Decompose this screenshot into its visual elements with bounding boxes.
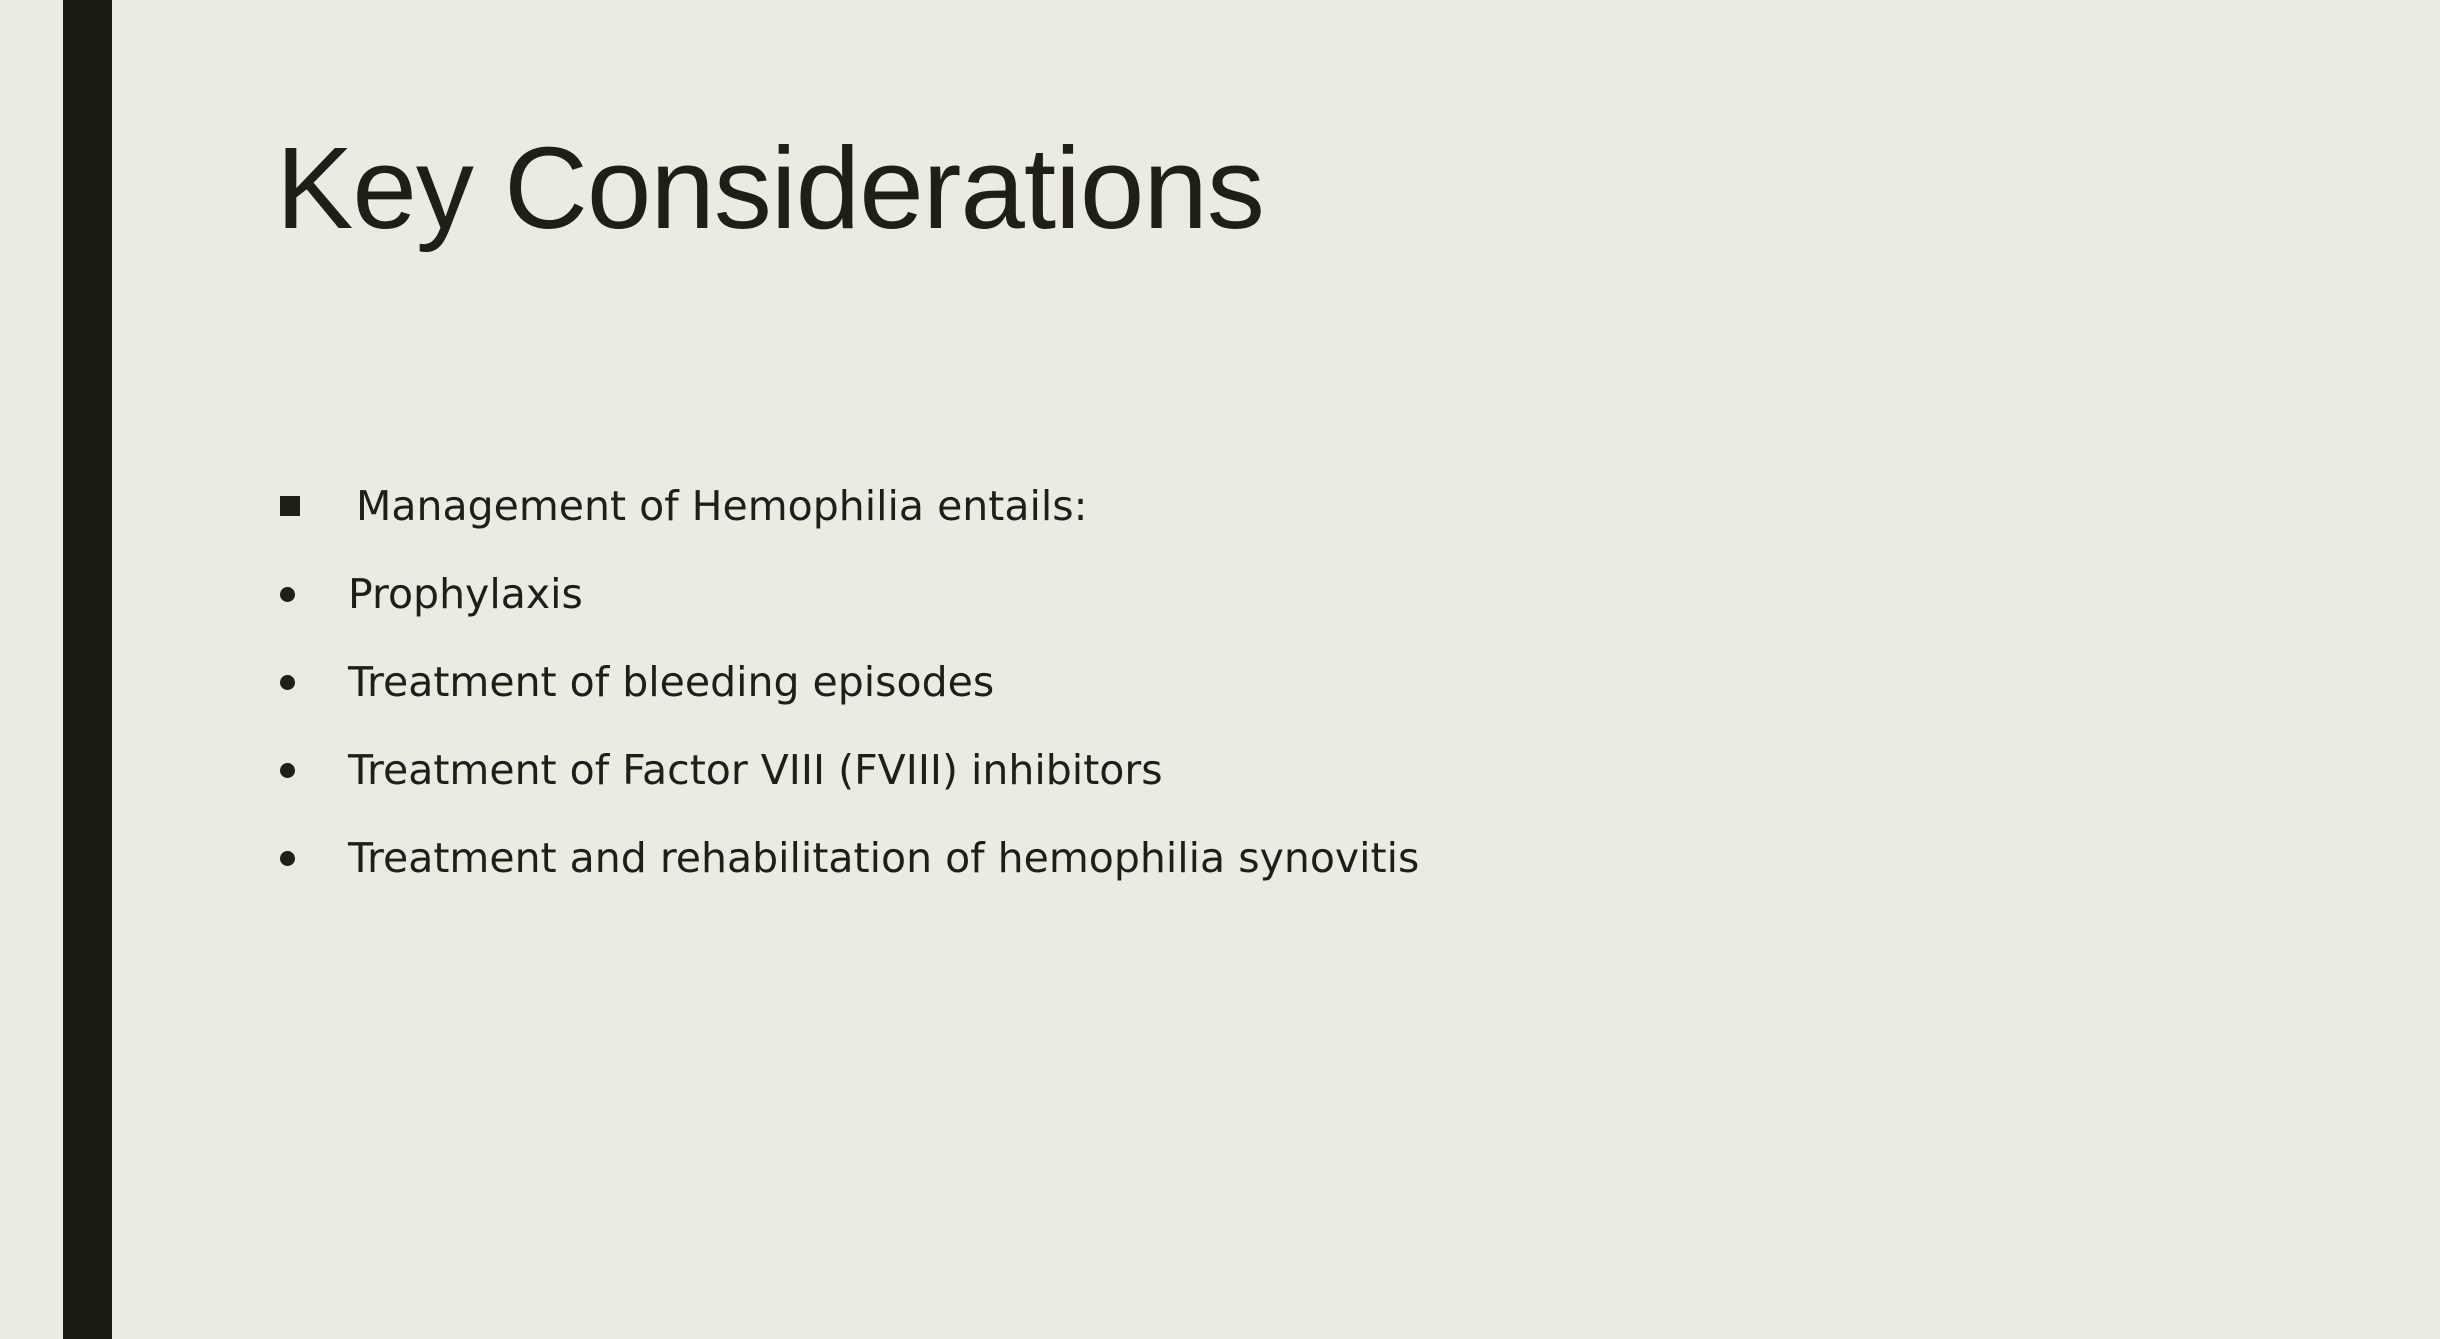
list-item-text: Prophylaxis — [348, 570, 583, 618]
lead-bullet-text: Management of Hemophilia entails: — [356, 482, 1088, 530]
round-bullet-icon — [280, 763, 295, 778]
list-item-text: Treatment of bleeding episodes — [348, 658, 995, 706]
accent-bar — [63, 0, 112, 1339]
lead-bullet — [276, 462, 2276, 550]
round-bullet-icon — [280, 587, 295, 602]
round-bullet-icon — [280, 851, 295, 866]
list-item — [276, 550, 2276, 638]
list-item-text: Treatment and rehabilitation of hemophilia synovitis — [348, 834, 1420, 882]
list-item-text: Treatment of Factor VIII (FVIII) inhibitors — [348, 746, 1163, 794]
list-item — [276, 638, 2276, 726]
list-item — [276, 814, 2276, 902]
bullet-list — [276, 462, 2276, 902]
square-bullet-icon — [280, 496, 300, 516]
slide-title: Key Considerations — [276, 123, 1264, 253]
round-bullet-icon — [280, 675, 295, 690]
list-item — [276, 726, 2276, 814]
